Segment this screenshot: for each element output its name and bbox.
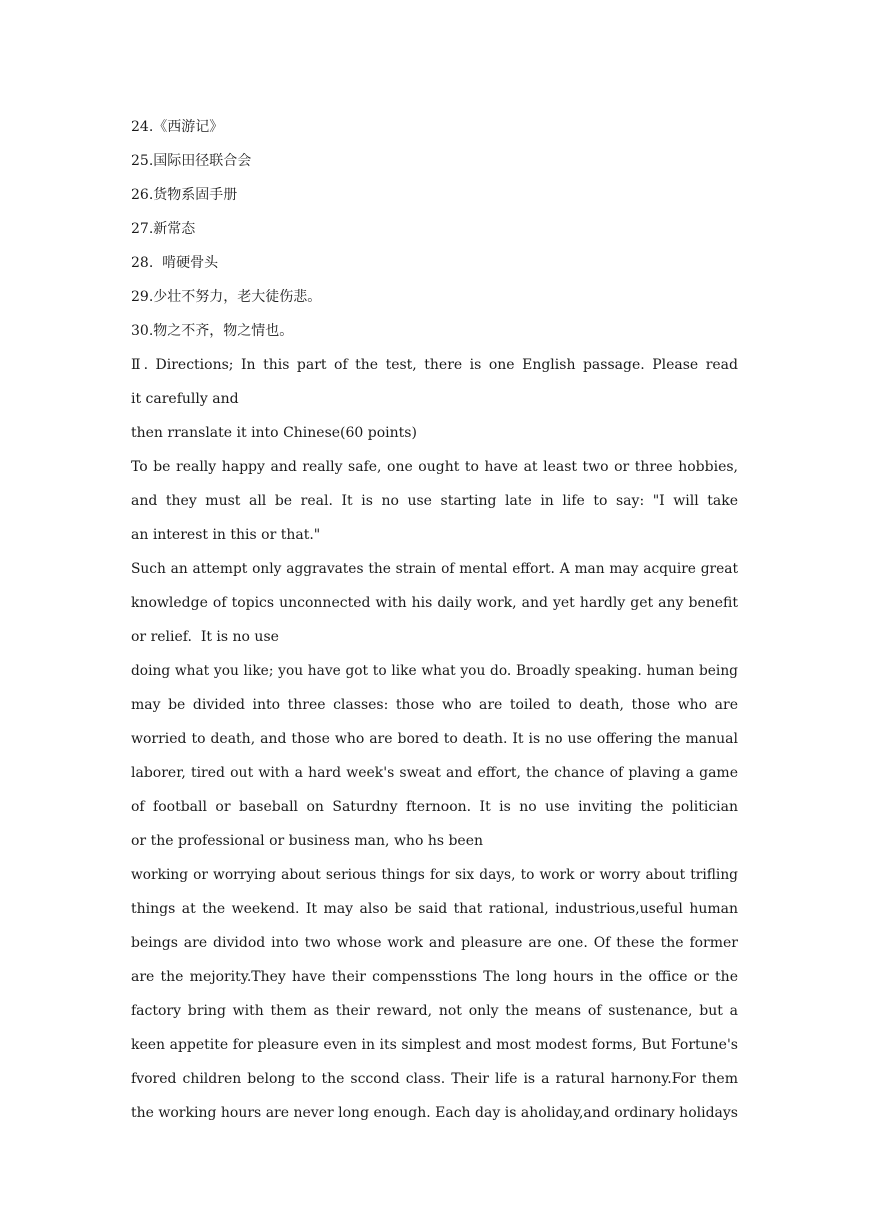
passage-line: keen appetite for pleasure even in its simplest and most modest forms, But Fortune's — [131, 1037, 738, 1053]
passage-line: fvored children belong to the sccond class. Their life is a ratural harnony.For them — [131, 1071, 738, 1087]
passage-line: knowledge of topics unconnected with his daily work, and yet hardly get any benefit — [131, 595, 738, 611]
passage-line: doing what you like; you have got to like what you do. Broadly speaking. human being — [131, 663, 738, 679]
vocab-item-29: 29.少壮不努力，老大徒伤悲。 — [131, 289, 322, 305]
passage-line: laborer, tired out with a hard week's sweat and effort, the chance of plaving a game — [131, 765, 738, 781]
passage-line: and they must all be real. It is no use starting late in life to say: "I will take — [131, 493, 738, 509]
section-directions — [131, 348, 738, 450]
passage-line: Such an attempt only aggravates the strain of mental effort. A man may acquire great — [131, 561, 738, 577]
passage-line: or the professional or business man, who hs been — [131, 833, 484, 849]
passage-line: the working hours are never long enough. Each day is aholiday,and ordinary holidays — [131, 1105, 738, 1121]
passage-line: To be really happy and really safe, one ought to have at least two or three hobbies, — [131, 459, 738, 475]
passage — [131, 450, 738, 1130]
passage-line: factory bring with them as their reward, not only the means of sustenance, but a — [131, 1003, 738, 1019]
document-page — [131, 110, 738, 1130]
passage-line: of football or baseball on Saturdny fternoon. It is no use inviting the politician — [131, 799, 738, 815]
vocab-item-27: 27.新常态 — [131, 221, 196, 237]
directions-line: Ⅱ. Directions; In this part of the test, there is one English passage. Please read — [131, 357, 738, 373]
directions-line: it carefully and — [131, 391, 239, 407]
passage-line: working or worrying about serious things for six days, to work or worry about trifling — [131, 867, 738, 883]
vocab-item-24: 24.《西游记》 — [131, 119, 224, 135]
passage-line: may be divided into three classes: those who are toiled to death, those who are — [131, 697, 738, 713]
vocab-item-28: 28. 啃硬骨头 — [131, 255, 219, 271]
directions-line: then rranslate it into Chinese(60 points) — [131, 425, 417, 441]
passage-line: beings are dividod into two whose work and pleasure are one. Of these the former — [131, 935, 738, 951]
passage-line: worried to death, and those who are bored to death. It is no use offering the manual — [131, 731, 738, 747]
passage-line: things at the weekend. It may also be said that rational, industrious,useful human — [131, 901, 738, 917]
vocab-list — [131, 110, 738, 348]
passage-line: or relief. It is no use — [131, 629, 279, 645]
vocab-item-30: 30.物之不齐，物之情也。 — [131, 323, 294, 339]
passage-line: are the mejority.They have their compensstions The long hours in the office or the — [131, 969, 738, 985]
vocab-item-26: 26.货物系固手册 — [131, 187, 238, 203]
passage-line: an interest in this or that." — [131, 527, 321, 543]
vocab-item-25: 25.国际田径联合会 — [131, 153, 252, 169]
